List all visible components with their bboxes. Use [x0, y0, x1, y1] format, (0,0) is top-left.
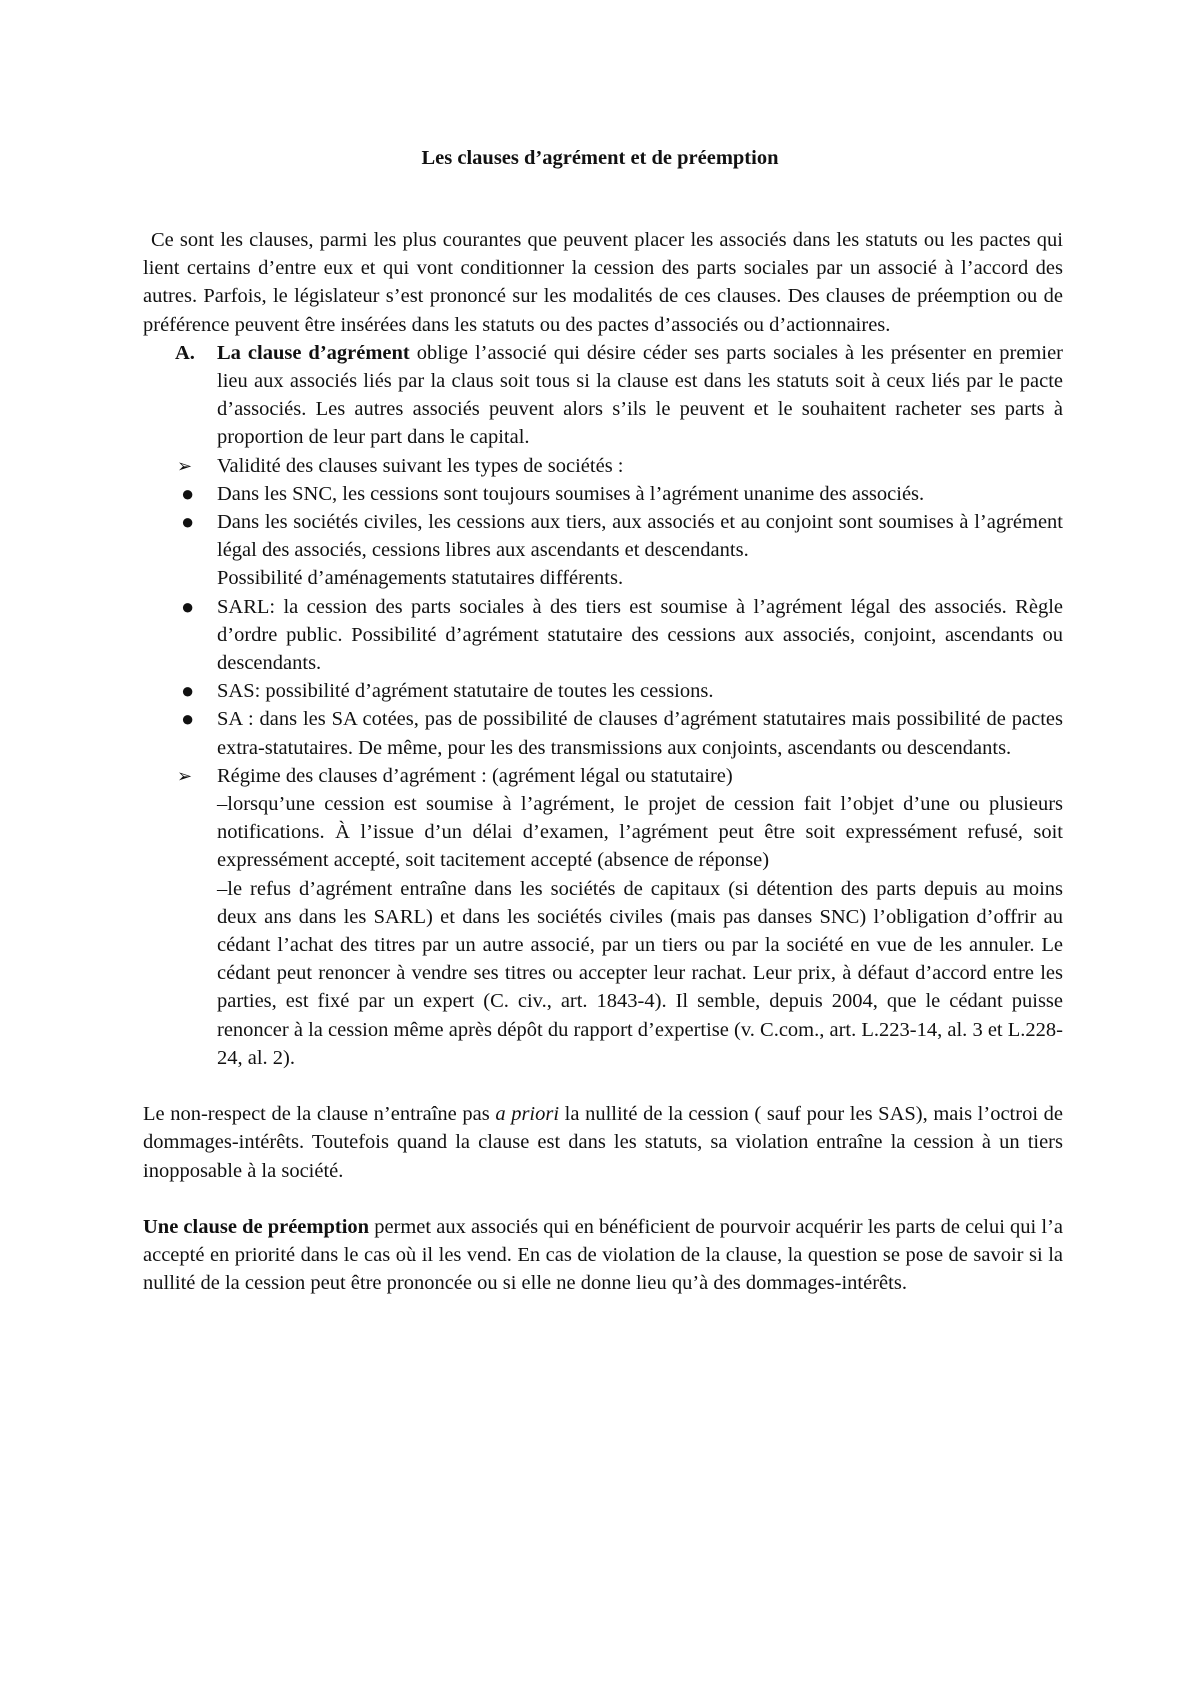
list-item	[143, 593, 1063, 678]
list-item	[143, 480, 1063, 508]
preemption-heading: Une clause de préemption	[143, 1215, 370, 1238]
regime-paragraph-2: –le refus d’agrément entraîne dans les sociétés de capitaux (si détention des parts depuis au moins deux ans dans les SARL) et dans les sociétés civiles (mais pas danses SNC) l’obligation d’offrir au cédant l’achat des titres par un autre associé, par un tiers ou par la société en vue de les annuler. Le cédant peut renoncer à vendre ses titres ou accepter leur rachat. Leur prix, à défaut d’accord entre les parties, est fixé par un expert (C. civ., art. 1843-4). Il semble, depuis 2004, que le cédant puisse renoncer à la cession même après dépôt du rapport d’expertise (v. C.com., art. L.223-14, al. 3 et L.228-24, al. 2).	[217, 877, 1063, 1069]
spacer	[143, 1072, 1063, 1100]
validity-heading: Validité des clauses suivant les types de sociétés :	[217, 454, 624, 477]
list-item-text: SA : dans les SA cotées, pas de possibilité de clauses d’agrément statutaires mais possibilité de pactes extra-statutaires. De même, pour les des transmissions aux conjoints, ascendants ou descendants.	[217, 708, 1063, 759]
intro-paragraph: Ce sont les clauses, parmi les plus courantes que peuvent placer les associés dans les statuts ou les pactes qui lient certains d’entre eux et qui vont conditionner la cession des parts sociales par un associé à l’accord des autres. Parfois, le législateur s’est prononcé sur les modalités de ces clauses. Des clauses de préemption ou de préférence peuvent être insérées dans les statuts ou des pactes d’associés ou d’actionnaires.	[143, 229, 1063, 336]
validity-heading-item	[143, 452, 1063, 480]
list-item	[143, 705, 1063, 761]
preemption-text: permet aux associés qui en bénéficient de pourvoir acquérir les parts de celui qui l’a accepté en priorité dans le cas où il les vend. En cas de violation de la clause, la question se pose de savoir si la nullité de la cession peut être prononcée ou si elle ne donne lieu qu’à des dommages-intérêts.	[143, 1215, 1063, 1295]
spacer	[143, 1185, 1063, 1213]
civil-note: Possibilité d’aménagements statutaires différents.	[217, 567, 624, 590]
list-item	[143, 508, 1063, 564]
list-item-text: Dans les sociétés civiles, les cessions aux tiers, aux associés et au conjoint sont soumises à l’agrément légal des associés, cessions libres aux ascendants et descendants.	[217, 511, 1063, 562]
document-body	[143, 226, 1063, 1297]
list-item-text: Dans les SNC, les cessions sont toujours soumises à l’agrément unanime des associés.	[217, 482, 925, 505]
regime-heading: Régime des clauses d’agrément : (agrément légal ou statutaire)	[217, 764, 733, 787]
bullet-icon: ●	[181, 593, 195, 619]
bullet-icon: ●	[181, 678, 195, 704]
regime-heading-item	[143, 762, 1063, 790]
bullet-icon: ●	[181, 509, 195, 535]
preemption-paragraph	[143, 1213, 1063, 1298]
arrow-icon: ➢	[177, 455, 193, 476]
section-a-marker: A.	[175, 341, 195, 364]
list-item	[143, 677, 1063, 705]
regime-paragraph-1: –lorsqu’une cession est soumise à l’agrément, le projet de cession fait l’objet d’une ou plusieurs notifications. À l’issue d’un délai d’examen, l’agrément peut être soit expressément refusé, soit expressément accepté, soit tacitement accepté (absence de réponse)	[217, 793, 1063, 872]
non-respect-text-end: la nullité de la cession ( sauf pour les SAS), mais l’octroi de dommages-intérêts. Toutefois quand la clause est dans les statuts, sa violation entraîne la cession à un tiers inopposable à la société.	[143, 1103, 1063, 1182]
list-item-text: SARL: la cession des parts sociales à des tiers est soumise à l’agrément légal des associés. Règle d’ordre public. Possibilité d’agrément statutaire des cessions aux associés, conjoint, ascendants ou descendants.	[217, 595, 1063, 675]
document-title: Les clauses d’agrément et de préemption	[421, 147, 779, 169]
section-a-text: oblige l’associé qui désire céder ses parts sociales à les présenter en premier lieu aux associés liés par la claus soit tous si la clause est dans les statuts soit à ceux liés par le pacte d’associés. Les autres associés peuvent alors s’ils le peuvent et le souhaitent racheter ses parts à proportion de leur part dans le capital.	[217, 341, 1064, 449]
non-respect-text-start: Le non-respect de la clause n’entraîne pas	[143, 1103, 496, 1126]
list-item-text: SAS: possibilité d’agrément statutaire de toutes les cessions.	[217, 680, 714, 703]
bullet-icon: ●	[181, 706, 195, 732]
a-priori-phrase: a priori	[495, 1103, 560, 1126]
section-a-heading: La clause d’agrément	[217, 341, 410, 364]
arrow-icon: ➢	[177, 765, 193, 786]
bullet-icon: ●	[181, 480, 195, 506]
section-a	[143, 339, 1063, 452]
non-respect-paragraph	[143, 1100, 1063, 1185]
